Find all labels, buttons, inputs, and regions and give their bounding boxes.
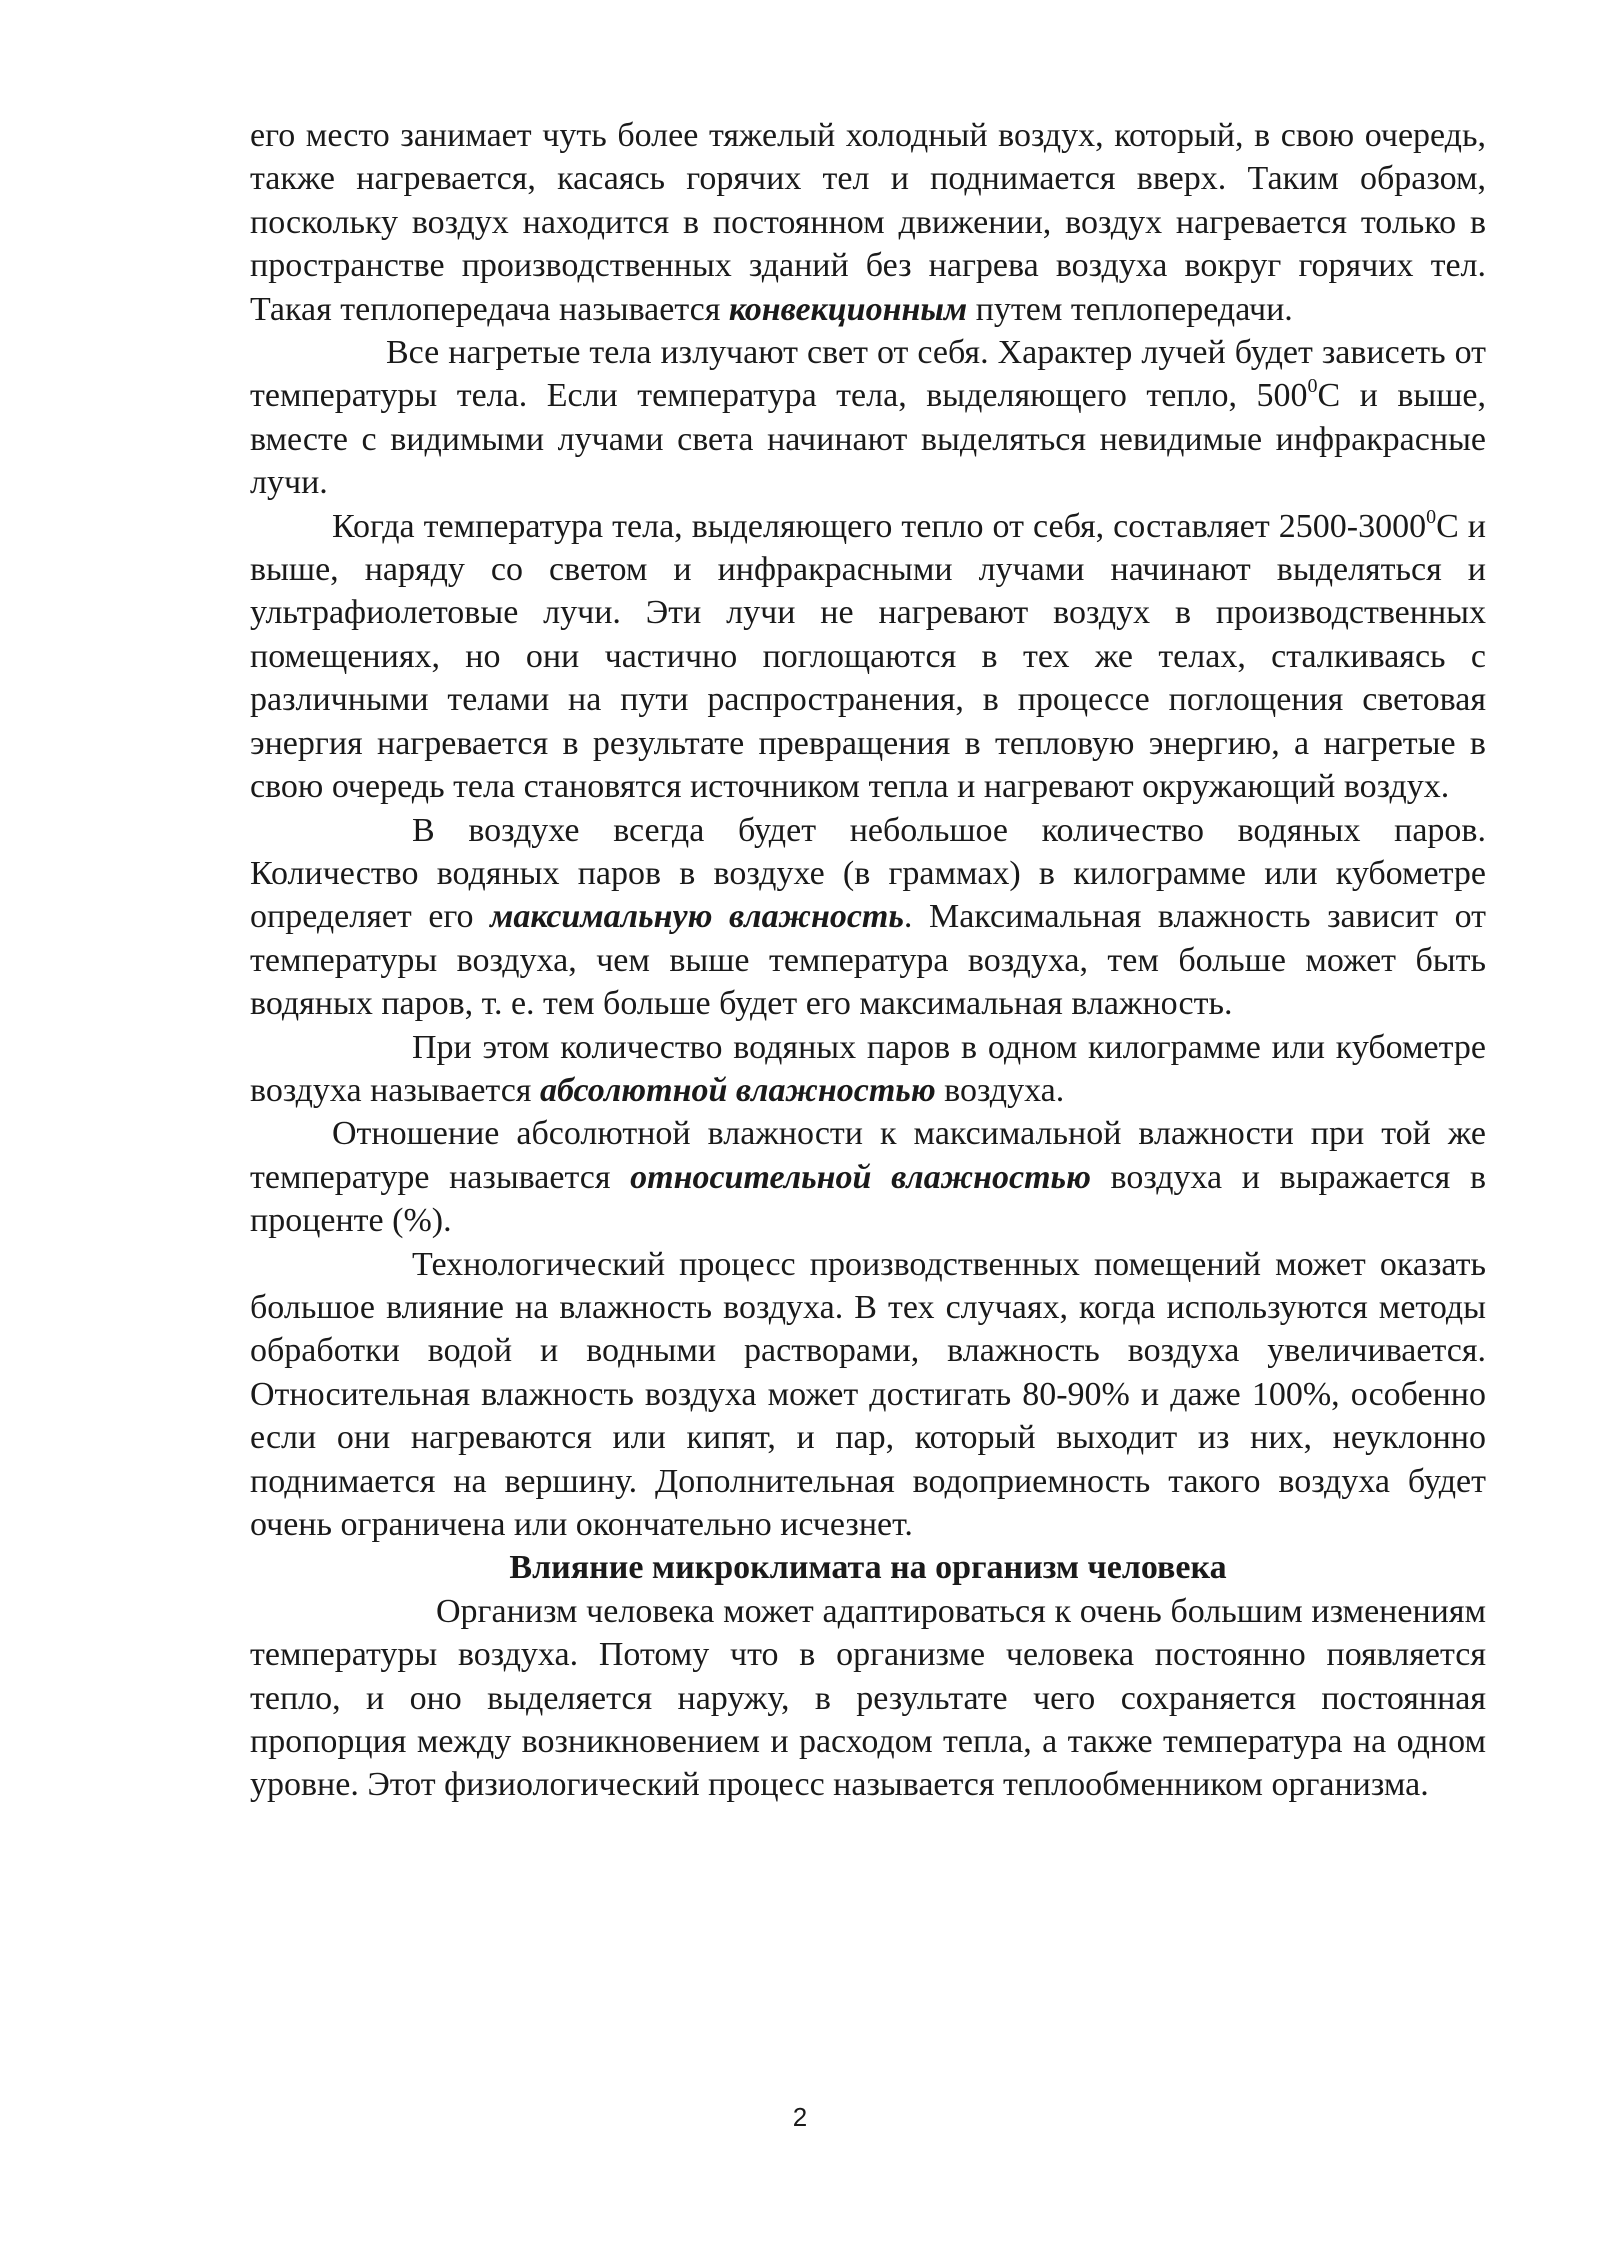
- paragraph-text: Отношение абсолютной влажности к максимальной влажности при той же температуре называется: [250, 1115, 1486, 1196]
- term-max-humidity: максимальную влажность: [490, 898, 904, 936]
- paragraph-text: Технологический процесс производственных помещений может оказать большое влияние на влажность воздуха. В тех случаях, когда используются методы обработки водой и водными растворами, влажность воздуха увеличивается. Относительная влажность воздуха может достигать 80-90% и даже 100%, особенно если они нагреваются или кипят, и пар, который выходит из них, неуклонно поднимается на вершину. Дополнительная водоприемность такого воздуха будет очень ограничена или окончательно исчезнет.: [250, 1245, 1486, 1543]
- term-relative-humidity: относительной влажностью: [630, 1158, 1091, 1196]
- paragraph-convection: [250, 114, 1486, 331]
- paragraph-max-humidity: [250, 809, 1486, 1026]
- page-number: 2: [792, 2102, 808, 2132]
- paragraph-relative-humidity: [250, 1112, 1486, 1242]
- paragraph-text: Когда температура тела, выделяющего тепло от себя, составляет 2500-3000: [332, 507, 1427, 545]
- paragraph-absolute-humidity: [250, 1026, 1486, 1113]
- paragraph-text: . Максимальная влажность зависит от температуры воздуха, чем выше температура воздуха, тем больше может быть водяных паров, т. е. тем больше будет его максимальная влажность.: [250, 898, 1486, 1023]
- term-absolute-humidity: абсолютной влажностью: [539, 1071, 936, 1109]
- paragraph-text: С и выше, вместе с видимыми лучами света начинают выделяться невидимые инфракрасные лучи.: [250, 377, 1486, 502]
- paragraph-text: воздуха и выражается в проценте (%).: [250, 1158, 1486, 1240]
- paragraph-ultraviolet: [250, 505, 1486, 809]
- degree-superscript: 0: [1307, 375, 1318, 398]
- paragraph-text: его место занимает чуть более тяжелый холодный воздух, который, в свою очередь, также нагревается, касаясь горячих тел и поднимается вверх. Таким образом, поскольку воздух находится в постоянном движении, воздух нагревается только в пространстве производственных зданий без нагрева воздуха вокруг горячих тел. Такая теплопередача называется: [250, 117, 1486, 328]
- paragraph-thermoregulation: Организм человека может адаптироваться к очень большим изменениям температуры воздуха. Потому что в организме человека постоянно появляется тепло, и оно выделяется наружу, в результате чего сохраняется постоянная пропорция между возникновением и расходом тепла, а также температура на одном уровне. Этот физиологический процесс называется теплообменником организма.: [250, 1592, 1486, 1804]
- paragraph-text: путем теплопередачи.: [967, 290, 1293, 328]
- paragraph-text: В воздухе всегда будет небольшое количество водяных паров. Количество водяных паров в воздухе (в граммах) в килограмме или кубометре определяет его: [250, 811, 1486, 936]
- paragraph-technological-process: [250, 1243, 1486, 1547]
- degree-superscript: 0: [1426, 505, 1437, 528]
- paragraph-radiation: [250, 331, 1486, 505]
- paragraph-text: При этом количество водяных паров в одном килограмме или кубометре воздуха называется: [250, 1028, 1486, 1109]
- paragraph-text: С и выше, наряду со светом и инфракрасными лучами начинают выделяться и ультрафиолетовые лучи. Эти лучи не нагревают воздух в производственных помещениях, но они частично поглощаются в тех же телах, сталкиваясь с различными телами на пути распространения, в процессе поглощения световая энергия нагревается в результате превращения в тепловую энергию, а нагретые в свою очередь тела становятся источником тепла и нагревают окружающий воздух.: [250, 507, 1486, 806]
- section-heading: Влияние микроклимата на организм человека: [509, 1549, 1227, 1587]
- term-convection: конвекционным: [728, 290, 968, 328]
- paragraph-text: Все нагретые тела излучают свет от себя. Характер лучей будет зависеть от температуры тела. Если температура тела, выделяющего тепло, 500: [250, 334, 1486, 415]
- paragraph-text: воздуха.: [935, 1071, 1065, 1109]
- document-page: [250, 114, 1486, 1807]
